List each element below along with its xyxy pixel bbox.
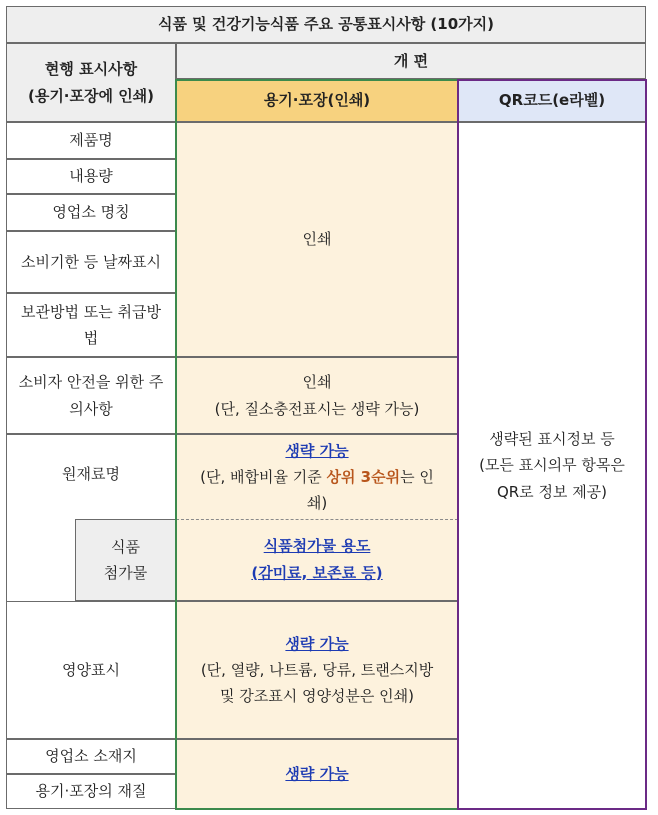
row-safety xyxy=(6,357,176,434)
nutrition-note-1: (단, 열량, 나트륨, 당류, 트랜스지방 xyxy=(200,660,434,679)
row-address xyxy=(6,739,176,774)
row-volume xyxy=(6,159,176,194)
label-address: 영업소 소재지 xyxy=(45,747,137,766)
row-product-name xyxy=(6,122,176,159)
label-ingredients: 원재료명 xyxy=(62,465,120,483)
ingredients-note xyxy=(200,464,434,490)
ingredients-note-highlight: 상위 3순위 xyxy=(326,467,401,486)
row-business-name xyxy=(6,194,176,231)
ingredients-note-post: 는 인 xyxy=(400,467,434,486)
print-cell-additive xyxy=(176,519,458,601)
title-text: 식품 및 건강기능식품 주요 공통표시사항 (10가지) xyxy=(157,15,494,34)
label-volume: 내용량 xyxy=(69,167,113,186)
qr-cell xyxy=(458,122,646,809)
label-storage-2: 법 xyxy=(83,329,99,347)
additive-examples-text: (감미료, 보존료 등) xyxy=(251,563,383,582)
ingredients-omit-text: 생략 가능 xyxy=(285,441,349,460)
print-cell-safety xyxy=(176,357,458,434)
row-nutrition xyxy=(6,601,176,739)
label-business-name: 영업소 명칭 xyxy=(52,203,130,222)
print-cell-last xyxy=(176,739,458,809)
label-safety-1: 소비자 안전을 위한 주 xyxy=(18,373,164,392)
nutrition-note-2: 및 강조표시 영양성분은 인쇄) xyxy=(219,687,415,706)
label-additive-1: 식품 xyxy=(111,537,140,556)
additive-use-text: 식품첨가물 용도 xyxy=(263,537,371,556)
row-material xyxy=(6,774,176,809)
qr-line-1: 생략된 표시정보 등 xyxy=(489,430,615,449)
header-qr-column xyxy=(458,79,646,122)
label-date-display: 소비기한 등 날짜표시 xyxy=(21,252,161,271)
header-reform-label: 개 편 xyxy=(393,51,429,70)
label-safety-2: 의사항 xyxy=(69,399,113,418)
header-current xyxy=(6,43,176,122)
nutrition-omit-text: 생략 가능 xyxy=(285,634,349,653)
label-additive-2: 첨가물 xyxy=(103,564,148,582)
label-storage-1: 보관방법 또는 취급방 xyxy=(21,302,161,321)
page-title xyxy=(6,6,646,43)
print-safety-text: 인쇄 xyxy=(302,373,332,392)
print-safety-note: (단, 질소충전표시는 생략 가능) xyxy=(214,399,420,418)
print-cell-basic xyxy=(176,122,458,357)
header-current-label: 현행 표시사항 xyxy=(44,60,138,79)
ingredients-note-pre: (단, 배합비율 기준 xyxy=(200,467,327,486)
last-omit-text: 생략 가능 xyxy=(285,764,349,783)
ingredients-divider xyxy=(176,519,458,520)
label-product-name: 제품명 xyxy=(69,131,113,150)
header-print-label: 용기·포장(인쇄) xyxy=(263,91,371,110)
header-reform xyxy=(176,43,646,79)
qr-line-3: QR로 정보 제공) xyxy=(496,482,608,501)
ingredients-note-line2: 쇄) xyxy=(306,494,328,513)
qr-line-2: (모든 표시의무 항목은 xyxy=(479,456,625,475)
print-cell-ingredients xyxy=(176,434,458,519)
row-storage xyxy=(6,293,176,357)
label-material: 용기·포장의 재질 xyxy=(35,782,147,801)
print-basic-text: 인쇄 xyxy=(302,230,332,249)
row-date-display xyxy=(6,231,176,293)
header-qr-label: QR코드(e라벨) xyxy=(498,91,606,110)
label-nutrition: 영양표시 xyxy=(62,660,120,679)
header-current-sub: (용기·포장에 인쇄) xyxy=(27,86,155,105)
print-cell-nutrition xyxy=(176,601,458,739)
row-additive xyxy=(75,519,176,601)
header-print-column xyxy=(176,79,458,122)
